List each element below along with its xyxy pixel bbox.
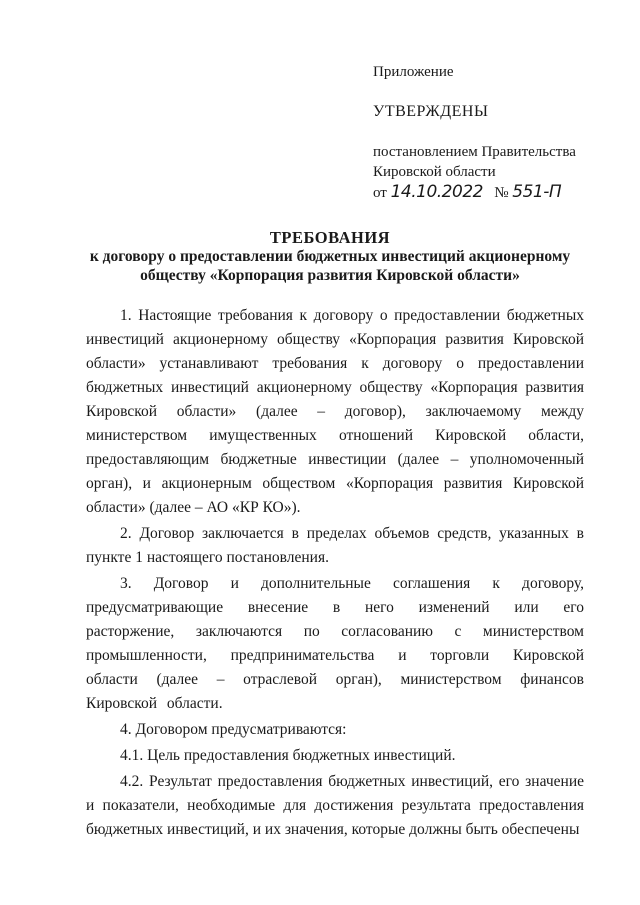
title-line-1: к договору о предоставлении бюджетных инвестиций акционерному — [89, 248, 571, 265]
paragraph-1: 1. Настоящие требования к договору о предоставлении бюджетных инвестиций акционерному обществу «Корпорация развития Кировской области» устанавливают требования к договору о предоставлении бюджетных инвестиций акционерному обществу «Корпорация развития Кировской области» (далее – договор), заключаемому между министерством имущественных отношений Кировской области, предоставляющим бюджетные инвестиции (далее – уполномоченный орган), и акционерным обществом «Корпорация развития Кировской области» (далее – АО «КР КО»). — [86, 307, 584, 516]
approval-line-2: Кировской области — [373, 164, 496, 180]
date-prefix: от — [373, 185, 387, 201]
document-body — [86, 304, 584, 842]
paragraph-2: 2. Договор заключается в пределах объемов средств, указанных в пункте 1 настоящего постановления. — [86, 525, 584, 566]
paragraph-3: 3. Договор и дополнительные соглашения к договору, предусматривающие внесение в него изменений или его расторжение, заключаются по согласованию с министерством промышленности, предпринимательства и торговли Кировской области (далее – отраслевой орган), министерством финансов Кировской области. — [86, 575, 584, 712]
appendix-label: Приложение — [373, 64, 454, 80]
number-prefix: № — [494, 185, 509, 201]
handwritten-number: 551-П — [512, 182, 562, 202]
approval-line-1: постановлением Правительства — [373, 144, 576, 160]
title-main: ТРЕБОВАНИЯ — [269, 228, 391, 247]
title-line-2: обществу «Корпорация развития Кировской области» — [140, 267, 520, 284]
approved-label: УТВЕРЖДЕНЫ — [373, 103, 489, 120]
paragraph-4: 4. Договором предусматриваются: — [120, 721, 347, 738]
document-title — [60, 228, 600, 285]
approval-block — [373, 62, 613, 203]
handwritten-date: 14.10.2022 — [390, 182, 483, 202]
approval-date-line — [373, 182, 613, 203]
paragraph-4-2: 4.2. Результат предоставления бюджетных инвестиций, его значение и показатели, необходимые для достижения результата предоставления бюджетных инвестиций, и их значения, которые должны быть обеспечены — [86, 773, 584, 838]
paragraph-4-1: 4.1. Цель предоставления бюджетных инвестиций. — [120, 747, 456, 764]
